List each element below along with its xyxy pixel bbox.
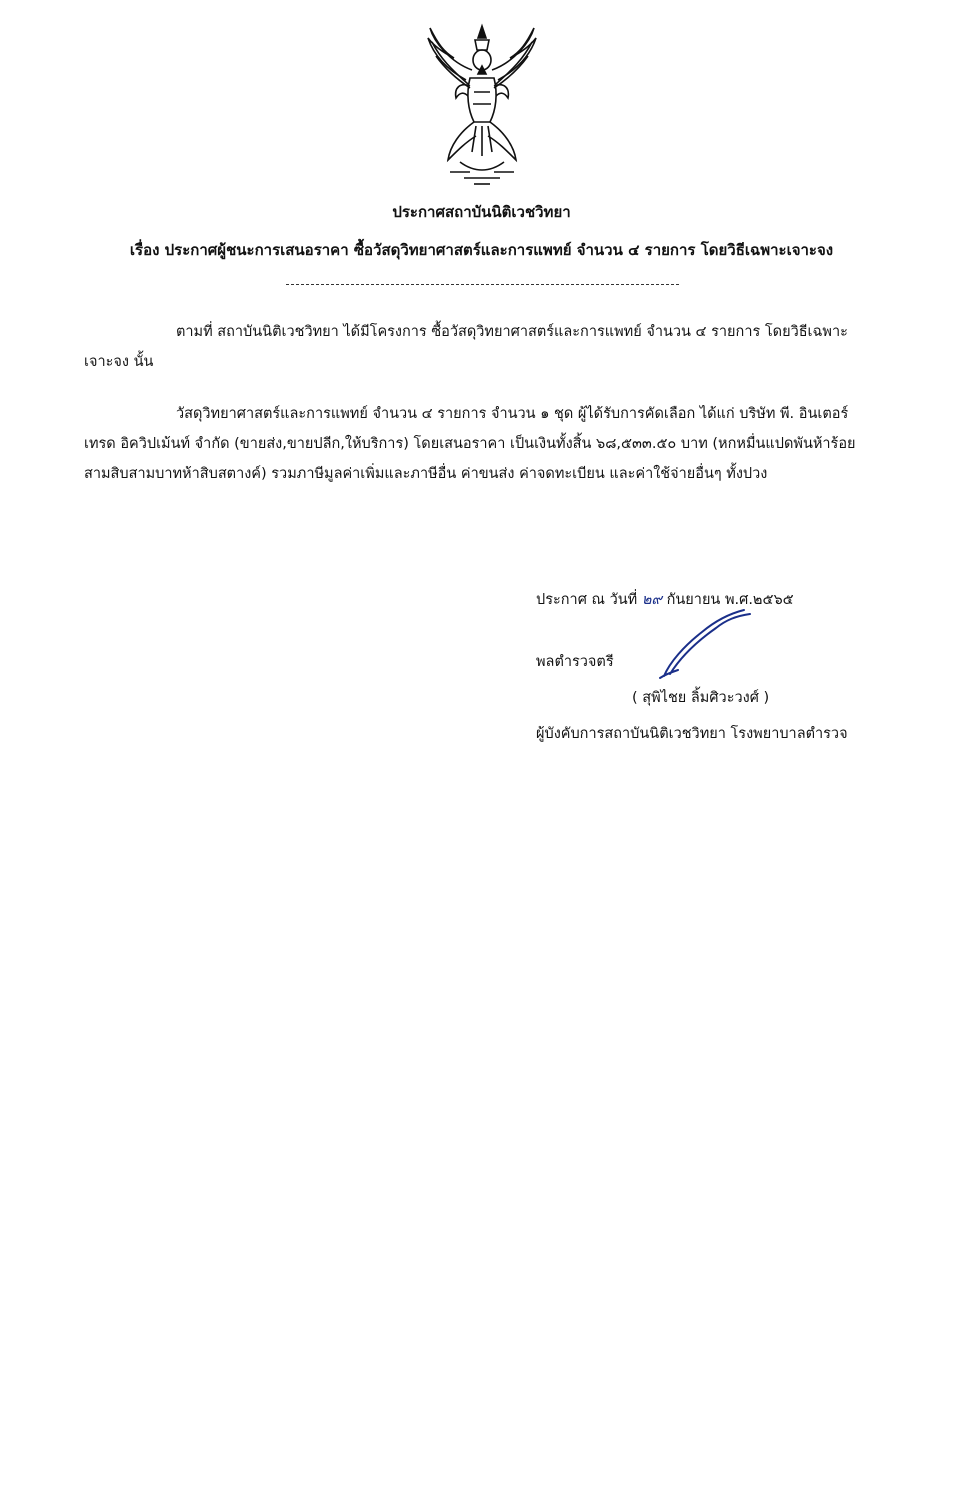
signer-rank: พลตำรวจตรี	[536, 654, 614, 670]
garuda-emblem-icon	[420, 22, 544, 188]
body-paragraph-1	[84, 317, 879, 377]
body-paragraph-2	[84, 399, 879, 489]
dashed-divider	[286, 284, 679, 285]
date-suffix: กันยายน พ.ศ.๒๕๖๕	[666, 592, 794, 608]
signer-position: ผู้บังคับการสถาบันนิติเวชวิทยา โรงพยาบาลตำรวจ	[536, 726, 848, 742]
announcement-subject: เรื่อง ประกาศผู้ชนะการเสนอราคา ซื้อวัสดุวิทยาศาสตร์และการแพทย์ จำนวน ๔ รายการ โดยวิธีเฉพาะเจาะจง	[129, 241, 834, 259]
handwritten-signature-icon	[640, 592, 760, 682]
announcement-title: ประกาศสถาบันนิติเวชวิทยา	[392, 203, 571, 221]
signer-name: ( สุพิไชย ลิ้มศิวะวงศ์ )	[632, 690, 770, 706]
body-paragraph-1-text: ตามที่ สถาบันนิติเวชวิทยา ได้มีโครงการ ซื้อวัสดุวิทยาศาสตร์และการแพทย์ จำนวน ๔ รายการ โดยวิธีเฉพาะเจาะจง นั้น	[84, 324, 848, 370]
date-day-handwritten: ๒๙	[641, 592, 662, 608]
body-paragraph-2-text: วัสดุวิทยาศาสตร์และการแพทย์ จำนวน ๔ รายการ จำนวน ๑ ชุด ผู้ได้รับการคัดเลือก ได้แก่ บริษัท พี. อินเตอร์เทรด อิควิปเม้นท์ จำกัด (ขายส่ง,ขายปลีก,ให้บริการ) โดยเสนอราคา เป็นเงินทั้งสิ้น ๖๘,๕๓๓.๕๐ บาท (หกหมื่นแปดพันห้าร้อยสามสิบสามบาทห้าสิบสตางค์) รวมภาษีมูลค่าเพิ่มและภาษีอื่น ค่าขนส่ง ค่าจดทะเบียน และค่าใช้จ่ายอื่นๆ ทั้งปวง	[84, 406, 856, 482]
date-prefix: ประกาศ ณ วันที่	[536, 592, 638, 608]
